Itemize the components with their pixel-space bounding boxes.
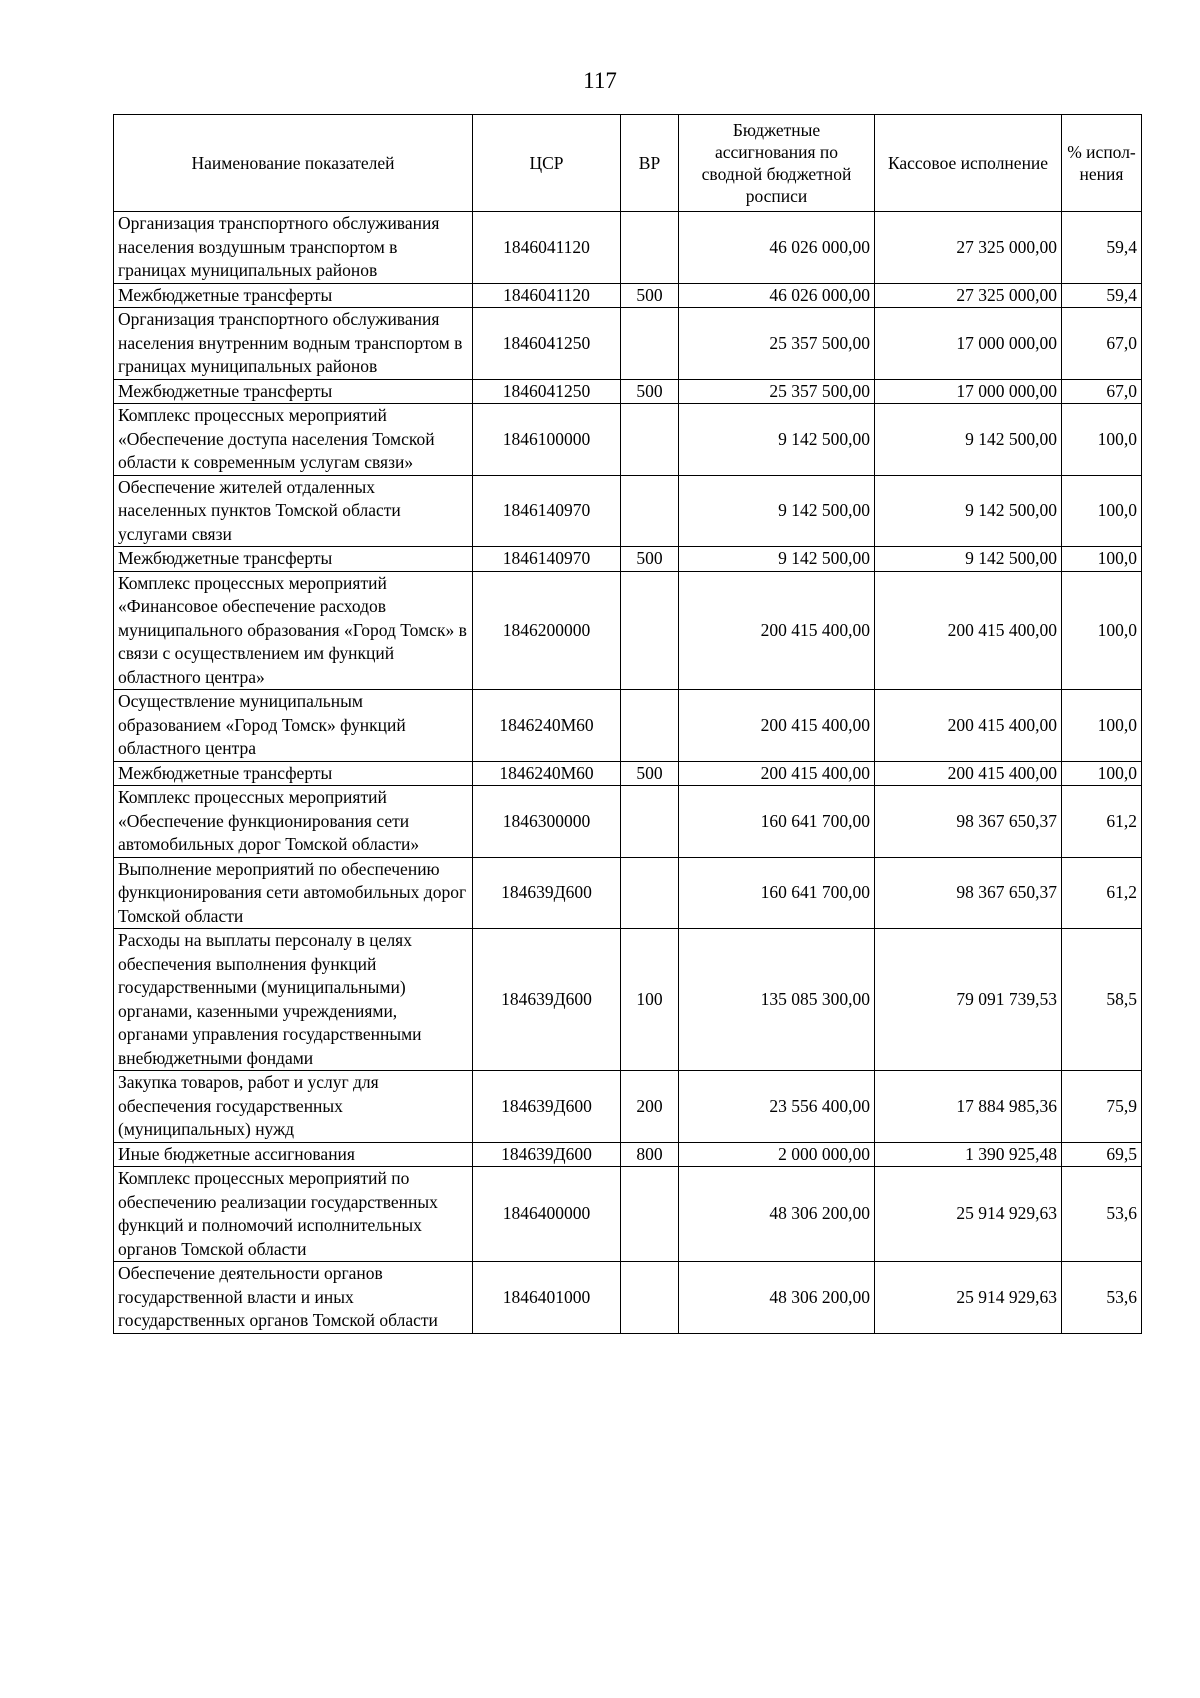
cell-percent: 59,4 [1062,283,1142,308]
cell-vr: 800 [621,1142,679,1167]
cell-execution: 79 091 739,53 [875,929,1062,1071]
table-row [114,308,1142,380]
cell-percent: 67,0 [1062,308,1142,380]
cell-csr: 184639Д600 [473,1142,621,1167]
cell-csr: 1846041250 [473,379,621,404]
cell-percent: 53,6 [1062,1262,1142,1334]
cell-indicator-name: Комплекс процессных мероприятий «Финансовое обеспечение расходов муниципального образования «Город Томск» в связи с осуществлением им функций областного центра» [114,571,473,690]
cell-csr: 1846041120 [473,212,621,284]
cell-indicator-name: Закупка товаров, работ и услуг для обеспечения государственных (муниципальных) нужд [114,1071,473,1143]
cell-vr [621,571,679,690]
table-header-row [114,115,1142,212]
table-row [114,571,1142,690]
cell-indicator-name: Расходы на выплаты персоналу в целях обеспечения выполнения функций государственными (муниципальными) органами, казенными учреждениями, органами управления государственными внебюджетными фондами [114,929,473,1071]
cell-csr: 1846100000 [473,404,621,476]
cell-allocations: 23 556 400,00 [679,1071,875,1143]
cell-allocations: 160 641 700,00 [679,786,875,858]
cell-execution: 200 415 400,00 [875,690,1062,762]
cell-indicator-name: Обеспечение жителей отдаленных населенных пунктов Томской области услугами связи [114,475,473,547]
cell-vr [621,308,679,380]
table-row [114,1167,1142,1262]
cell-allocations: 25 357 500,00 [679,308,875,380]
header-percent: % испол-нения [1062,115,1142,212]
cell-allocations: 46 026 000,00 [679,283,875,308]
cell-vr: 100 [621,929,679,1071]
cell-csr: 1846140970 [473,547,621,572]
cell-csr: 1846240М60 [473,761,621,786]
table-row [114,1142,1142,1167]
cell-vr [621,690,679,762]
cell-percent: 100,0 [1062,690,1142,762]
cell-allocations: 9 142 500,00 [679,547,875,572]
cell-indicator-name: Межбюджетные трансферты [114,547,473,572]
cell-allocations: 48 306 200,00 [679,1167,875,1262]
cell-indicator-name: Комплекс процессных мероприятий «Обеспечение доступа населения Томской области к современным услугам связи» [114,404,473,476]
budget-execution-table [113,114,1142,1334]
cell-csr: 1846140970 [473,475,621,547]
cell-vr: 500 [621,761,679,786]
cell-csr: 184639Д600 [473,1071,621,1143]
cell-allocations: 160 641 700,00 [679,857,875,929]
cell-execution: 27 325 000,00 [875,212,1062,284]
cell-vr [621,1167,679,1262]
cell-indicator-name: Межбюджетные трансферты [114,379,473,404]
cell-percent: 59,4 [1062,212,1142,284]
cell-vr [621,475,679,547]
cell-execution: 1 390 925,48 [875,1142,1062,1167]
cell-allocations: 200 415 400,00 [679,761,875,786]
cell-indicator-name: Организация транспортного обслуживания населения воздушным транспортом в границах муниципальных районов [114,212,473,284]
cell-csr: 1846041120 [473,283,621,308]
cell-csr: 1846041250 [473,308,621,380]
header-allocations: Бюджетные ассигнования по сводной бюджетной росписи [679,115,875,212]
table-body [114,212,1142,1334]
cell-vr [621,212,679,284]
table-row [114,929,1142,1071]
header-execution: Кассовое исполнение [875,115,1062,212]
cell-execution: 9 142 500,00 [875,547,1062,572]
table-row [114,1262,1142,1334]
table-row [114,475,1142,547]
cell-vr: 500 [621,283,679,308]
cell-indicator-name: Иные бюджетные ассигнования [114,1142,473,1167]
cell-vr [621,404,679,476]
cell-indicator-name: Комплекс процессных мероприятий по обеспечению реализации государственных функций и полномочий исполнительных органов Томской области [114,1167,473,1262]
cell-indicator-name: Межбюджетные трансферты [114,761,473,786]
table-row [114,212,1142,284]
cell-execution: 25 914 929,63 [875,1262,1062,1334]
cell-vr [621,1262,679,1334]
cell-vr: 200 [621,1071,679,1143]
header-indicator-name: Наименование показателей [114,115,473,212]
cell-percent: 69,5 [1062,1142,1142,1167]
cell-execution: 200 415 400,00 [875,571,1062,690]
cell-percent: 61,2 [1062,857,1142,929]
cell-percent: 75,9 [1062,1071,1142,1143]
cell-allocations: 46 026 000,00 [679,212,875,284]
cell-allocations: 48 306 200,00 [679,1262,875,1334]
table-row [114,547,1142,572]
cell-vr [621,857,679,929]
cell-indicator-name: Обеспечение деятельности органов государственной власти и иных государственных органов Томской области [114,1262,473,1334]
cell-allocations: 135 085 300,00 [679,929,875,1071]
cell-execution: 98 367 650,37 [875,786,1062,858]
cell-percent: 100,0 [1062,475,1142,547]
cell-csr: 1846240М60 [473,690,621,762]
header-csr: ЦСР [473,115,621,212]
table-row [114,1071,1142,1143]
table-row [114,283,1142,308]
cell-percent: 100,0 [1062,404,1142,476]
cell-execution: 27 325 000,00 [875,283,1062,308]
cell-execution: 17 000 000,00 [875,379,1062,404]
cell-csr: 1846400000 [473,1167,621,1262]
cell-indicator-name: Межбюджетные трансферты [114,283,473,308]
cell-execution: 17 884 985,36 [875,1071,1062,1143]
table-row [114,379,1142,404]
cell-allocations: 200 415 400,00 [679,690,875,762]
cell-percent: 100,0 [1062,761,1142,786]
cell-csr: 1846200000 [473,571,621,690]
page-number: 117 [583,68,617,93]
cell-execution: 9 142 500,00 [875,404,1062,476]
cell-indicator-name: Осуществление муниципальным образованием «Город Томск» функций областного центра [114,690,473,762]
cell-csr: 1846401000 [473,1262,621,1334]
table-row [114,404,1142,476]
cell-execution: 25 914 929,63 [875,1167,1062,1262]
cell-execution: 98 367 650,37 [875,857,1062,929]
table-row [114,786,1142,858]
table-row [114,761,1142,786]
table-row [114,857,1142,929]
cell-percent: 100,0 [1062,547,1142,572]
cell-execution: 17 000 000,00 [875,308,1062,380]
cell-allocations: 9 142 500,00 [679,404,875,476]
cell-vr: 500 [621,547,679,572]
cell-indicator-name: Комплекс процессных мероприятий «Обеспечение функционирования сети автомобильных дорог Томской области» [114,786,473,858]
cell-indicator-name: Организация транспортного обслуживания населения внутренним водным транспортом в границах муниципальных районов [114,308,473,380]
cell-vr [621,786,679,858]
cell-percent: 53,6 [1062,1167,1142,1262]
cell-allocations: 2 000 000,00 [679,1142,875,1167]
cell-allocations: 9 142 500,00 [679,475,875,547]
cell-execution: 200 415 400,00 [875,761,1062,786]
cell-csr: 184639Д600 [473,929,621,1071]
cell-csr: 1846300000 [473,786,621,858]
cell-percent: 100,0 [1062,571,1142,690]
cell-percent: 61,2 [1062,786,1142,858]
cell-percent: 67,0 [1062,379,1142,404]
cell-vr: 500 [621,379,679,404]
cell-execution: 9 142 500,00 [875,475,1062,547]
cell-percent: 58,5 [1062,929,1142,1071]
cell-indicator-name: Выполнение мероприятий по обеспечению функционирования сети автомобильных дорог Томской области [114,857,473,929]
table-row [114,690,1142,762]
cell-allocations: 25 357 500,00 [679,379,875,404]
cell-csr: 184639Д600 [473,857,621,929]
header-vr: ВР [621,115,679,212]
cell-allocations: 200 415 400,00 [679,571,875,690]
